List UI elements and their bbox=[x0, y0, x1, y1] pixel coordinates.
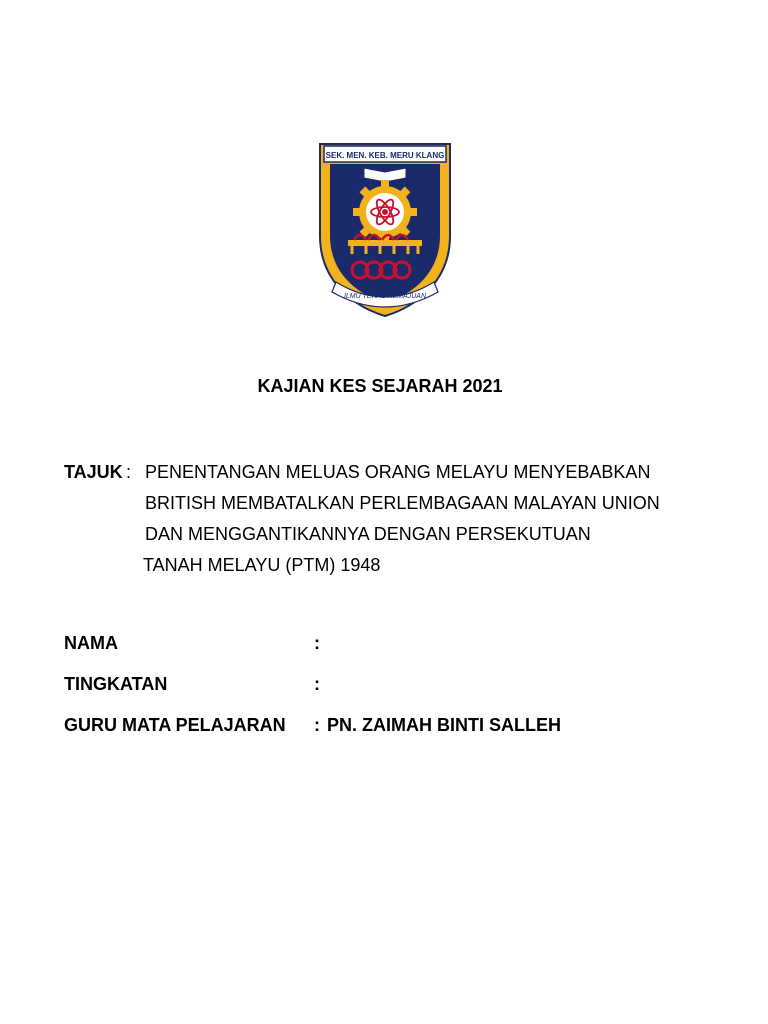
nama-colon: : bbox=[314, 633, 320, 653]
school-crest-icon bbox=[314, 140, 456, 320]
nama-field bbox=[64, 633, 664, 657]
guru-field bbox=[64, 715, 664, 739]
guru-colon: : bbox=[314, 715, 320, 735]
tajuk-line: BRITISH MEMBATALKAN PERLEMBAGAAN MALAYAN UNION bbox=[145, 493, 660, 513]
tajuk-line: DAN MENGGANTIKANNYA DENGAN PERSEKUTUAN bbox=[145, 524, 591, 544]
tajuk-line: TANAH MELAYU (PTM) 1948 bbox=[143, 555, 381, 575]
crest-banner-text: SEK. MEN. KEB. MERU KLANG bbox=[325, 151, 445, 160]
tingkatan-field bbox=[64, 674, 664, 698]
guru-label: GURU MATA PELAJARAN bbox=[64, 715, 286, 735]
tajuk-colon: : bbox=[126, 462, 132, 482]
tajuk-line: PENENTANGAN MELUAS ORANG MELAYU MENYEBABKAN bbox=[145, 462, 651, 482]
tingkatan-label: TINGKATAN bbox=[64, 674, 168, 694]
tingkatan-colon: : bbox=[314, 674, 320, 694]
guru-value: PN. ZAIMAH BINTI SALLEH bbox=[327, 715, 561, 735]
tajuk-text bbox=[145, 457, 765, 581]
document-title: KAJIAN KES SEJARAH 2021 bbox=[257, 376, 503, 396]
school-crest-graphic bbox=[314, 140, 456, 320]
nama-label: NAMA bbox=[64, 633, 118, 653]
crest-motto-text: ILMU TERAS KEMAJUAN bbox=[343, 293, 427, 300]
tajuk-label: TAJUK bbox=[64, 462, 123, 482]
